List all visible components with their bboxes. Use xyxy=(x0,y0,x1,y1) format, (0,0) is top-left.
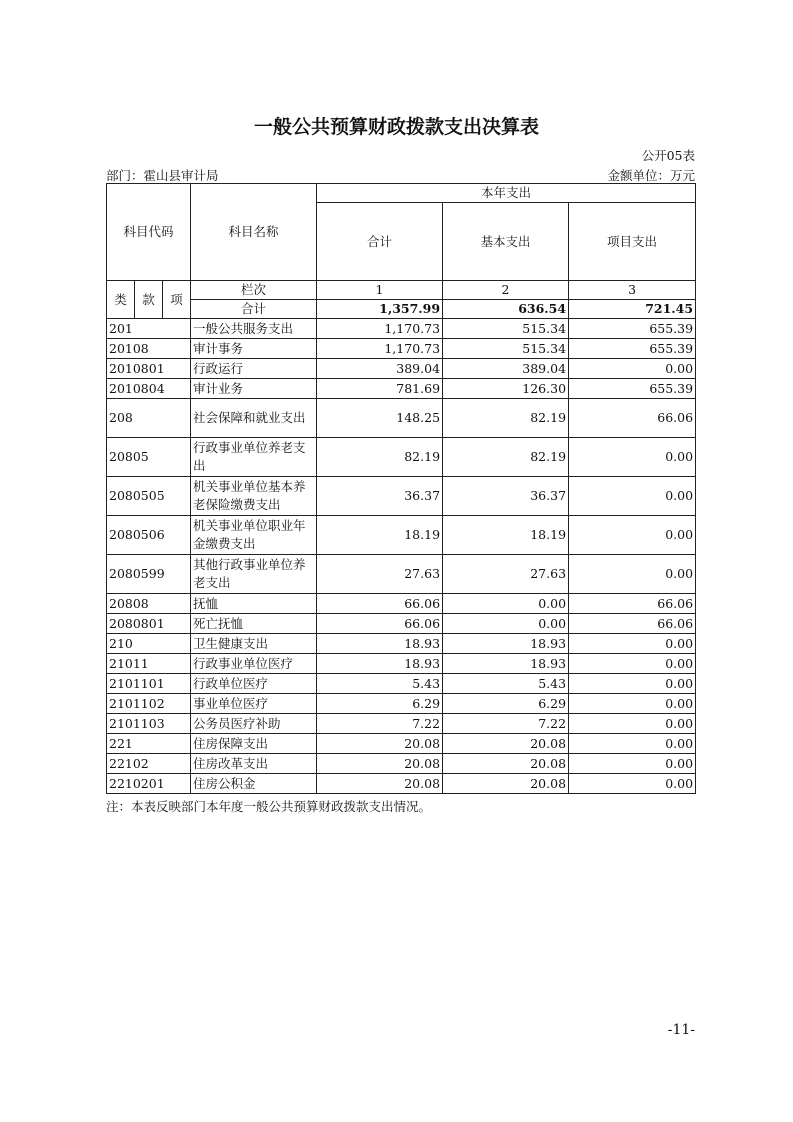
row-basic: 6.29 xyxy=(443,694,569,714)
row-name: 行政运行 xyxy=(191,359,317,379)
row-name: 行政事业单位养老支出 xyxy=(191,438,317,477)
table-row xyxy=(107,714,696,734)
row-name: 住房改革支出 xyxy=(191,754,317,774)
row-project: 66.06 xyxy=(569,614,696,634)
row-basic: 20.08 xyxy=(443,754,569,774)
table-row xyxy=(107,674,696,694)
row-project: 0.00 xyxy=(569,555,696,594)
row-project: 0.00 xyxy=(569,359,696,379)
row-name: 住房保障支出 xyxy=(191,734,317,754)
row-total: 27.63 xyxy=(317,555,443,594)
page-title: 一般公共预算财政拨款支出决算表 xyxy=(253,116,539,138)
row-name: 住房公积金 xyxy=(191,774,317,794)
row-basic: 7.22 xyxy=(443,714,569,734)
row-project: 0.00 xyxy=(569,774,696,794)
row-total: 1,170.73 xyxy=(317,319,443,339)
row-code: 20805 xyxy=(107,438,191,477)
row-total: 66.06 xyxy=(317,614,443,634)
row-basic: 18.93 xyxy=(443,654,569,674)
table-row xyxy=(107,319,696,339)
row-total: 20.08 xyxy=(317,734,443,754)
row-code: 201 xyxy=(107,319,191,339)
department-label: 部门：霍山县审计局 xyxy=(106,168,219,183)
row-project: 0.00 xyxy=(569,654,696,674)
row-code: 2101103 xyxy=(107,714,191,734)
header-basic-expense: 基本支出 xyxy=(443,203,569,281)
row-name: 其他行政事业单位养老支出 xyxy=(191,555,317,594)
row-total: 7.22 xyxy=(317,714,443,734)
row-total: 20.08 xyxy=(317,754,443,774)
row-basic: 27.63 xyxy=(443,555,569,594)
row-total: 36.37 xyxy=(317,477,443,516)
sum-row-basic: 636.54 xyxy=(443,300,569,319)
header-lei: 类 xyxy=(107,281,135,319)
row-total: 18.19 xyxy=(317,516,443,555)
table-row xyxy=(107,614,696,634)
row-project: 0.00 xyxy=(569,477,696,516)
row-project: 655.39 xyxy=(569,319,696,339)
header-total: 合计 xyxy=(317,203,443,281)
header-subject-code: 科目代码 xyxy=(107,184,191,281)
table-row xyxy=(107,634,696,654)
row-code: 2080506 xyxy=(107,516,191,555)
table-row xyxy=(107,516,696,555)
row-project: 0.00 xyxy=(569,754,696,774)
row-project: 66.06 xyxy=(569,594,696,614)
row-total: 1,170.73 xyxy=(317,339,443,359)
row-name: 审计业务 xyxy=(191,379,317,399)
column-index-1: 1 xyxy=(317,281,443,300)
footnote: 注：本表反映部门本年度一般公共预算财政拨款支出情况。 xyxy=(106,799,432,814)
row-project: 0.00 xyxy=(569,734,696,754)
row-basic: 18.19 xyxy=(443,516,569,555)
row-total: 6.29 xyxy=(317,694,443,714)
row-project: 655.39 xyxy=(569,379,696,399)
table-row xyxy=(107,477,696,516)
row-code: 2080599 xyxy=(107,555,191,594)
row-project: 0.00 xyxy=(569,674,696,694)
table-row xyxy=(107,734,696,754)
header-column-index: 栏次 xyxy=(191,281,317,300)
row-project: 66.06 xyxy=(569,399,696,438)
row-code: 2101102 xyxy=(107,694,191,714)
column-index-2: 2 xyxy=(443,281,569,300)
form-number: 公开05表 xyxy=(641,148,695,163)
row-code: 20108 xyxy=(107,339,191,359)
row-basic: 515.34 xyxy=(443,339,569,359)
row-name: 事业单位医疗 xyxy=(191,694,317,714)
row-code: 2010801 xyxy=(107,359,191,379)
row-basic: 36.37 xyxy=(443,477,569,516)
row-project: 0.00 xyxy=(569,438,696,477)
page-number: -11- xyxy=(667,1022,695,1038)
row-basic: 82.19 xyxy=(443,438,569,477)
row-basic: 126.30 xyxy=(443,379,569,399)
row-total: 18.93 xyxy=(317,654,443,674)
row-name: 卫生健康支出 xyxy=(191,634,317,654)
row-name: 行政单位医疗 xyxy=(191,674,317,694)
table-row xyxy=(107,555,696,594)
table-row xyxy=(107,438,696,477)
sum-row-project: 721.45 xyxy=(569,300,696,319)
row-name: 死亡抚恤 xyxy=(191,614,317,634)
row-basic: 18.93 xyxy=(443,634,569,654)
table-row xyxy=(107,754,696,774)
table-row xyxy=(107,359,696,379)
row-total: 18.93 xyxy=(317,634,443,654)
table-row xyxy=(107,774,696,794)
table-row xyxy=(107,654,696,674)
sum-row-total: 1,357.99 xyxy=(317,300,443,319)
row-code: 2210201 xyxy=(107,774,191,794)
row-total: 389.04 xyxy=(317,359,443,379)
row-code: 20808 xyxy=(107,594,191,614)
row-code: 221 xyxy=(107,734,191,754)
row-code: 21011 xyxy=(107,654,191,674)
row-code: 22102 xyxy=(107,754,191,774)
row-code: 210 xyxy=(107,634,191,654)
table-row xyxy=(107,594,696,614)
row-basic: 389.04 xyxy=(443,359,569,379)
row-name: 行政事业单位医疗 xyxy=(191,654,317,674)
row-total: 66.06 xyxy=(317,594,443,614)
row-code: 2080505 xyxy=(107,477,191,516)
row-project: 655.39 xyxy=(569,339,696,359)
row-name: 公务员医疗补助 xyxy=(191,714,317,734)
header-subject-name: 科目名称 xyxy=(191,184,317,281)
row-name: 审计事务 xyxy=(191,339,317,359)
header-kuan: 款 xyxy=(135,281,163,319)
row-total: 5.43 xyxy=(317,674,443,694)
table-row xyxy=(107,339,696,359)
row-name: 一般公共服务支出 xyxy=(191,319,317,339)
row-project: 0.00 xyxy=(569,694,696,714)
row-code: 2101101 xyxy=(107,674,191,694)
row-name: 抚恤 xyxy=(191,594,317,614)
row-code: 2080801 xyxy=(107,614,191,634)
table-row xyxy=(107,694,696,714)
row-code: 208 xyxy=(107,399,191,438)
row-project: 0.00 xyxy=(569,516,696,555)
row-project: 0.00 xyxy=(569,634,696,654)
header-project-expense: 项目支出 xyxy=(569,203,696,281)
row-basic: 5.43 xyxy=(443,674,569,694)
row-basic: 20.08 xyxy=(443,734,569,754)
row-total: 781.69 xyxy=(317,379,443,399)
sum-row-label: 合计 xyxy=(191,300,317,319)
amount-unit-label: 金额单位：万元 xyxy=(607,168,695,183)
header-year-expense: 本年支出 xyxy=(317,184,696,203)
row-name: 机关事业单位职业年金缴费支出 xyxy=(191,516,317,555)
expenditure-table xyxy=(106,183,696,794)
row-code: 2010804 xyxy=(107,379,191,399)
row-total: 148.25 xyxy=(317,399,443,438)
row-total: 82.19 xyxy=(317,438,443,477)
row-basic: 82.19 xyxy=(443,399,569,438)
table-row xyxy=(107,379,696,399)
row-basic: 20.08 xyxy=(443,774,569,794)
row-basic: 0.00 xyxy=(443,614,569,634)
row-basic: 0.00 xyxy=(443,594,569,614)
table-row xyxy=(107,399,696,438)
row-project: 0.00 xyxy=(569,714,696,734)
row-total: 20.08 xyxy=(317,774,443,794)
row-name: 社会保障和就业支出 xyxy=(191,399,317,438)
header-xiang: 项 xyxy=(163,281,191,319)
row-basic: 515.34 xyxy=(443,319,569,339)
column-index-3: 3 xyxy=(569,281,696,300)
row-name: 机关事业单位基本养老保险缴费支出 xyxy=(191,477,317,516)
